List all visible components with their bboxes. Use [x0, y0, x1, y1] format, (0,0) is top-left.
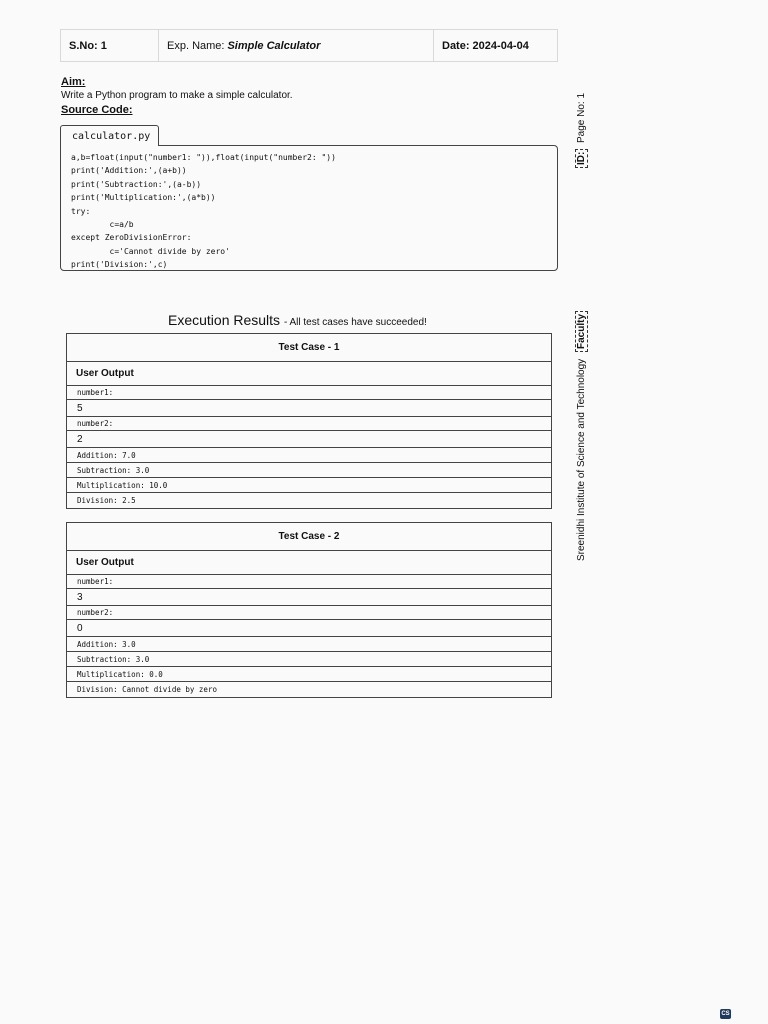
test-case-1 [66, 333, 552, 509]
camscanner-badge: CS [721, 1011, 730, 1017]
file-tab[interactable] [60, 125, 159, 146]
test-case-title: Test Case - 2 [67, 523, 551, 551]
test-case-title: Test Case - 1 [67, 334, 551, 362]
id-field [576, 149, 587, 168]
input-value-row: 0 [67, 620, 551, 637]
input-value-row: 5 [67, 400, 551, 417]
execution-results-heading [168, 312, 427, 328]
output-row: Addition: 3.0 [67, 637, 551, 652]
output-row: Subtraction: 3.0 [67, 463, 551, 478]
input-value-row: 3 [67, 589, 551, 606]
experiment-header [60, 29, 558, 62]
execution-results-title: Execution Results [168, 312, 281, 328]
user-output-label: User Output [67, 551, 551, 575]
page-number: Page No: 1 [576, 92, 587, 143]
institute-name: Sreenidhi Institute of Science and Technology [576, 358, 587, 561]
source-code: a,b=float(input("number1: ")),float(input("number2: ")) print('Addition:',(a+b)) print('Subtraction:',(a-b)) print('Multiplication:',(a*b)) try: c=a/b except ZeroDivisionError: c='Cannot divide by zero' print('Division:',c) [71, 153, 336, 270]
prompt-row: number2: [67, 417, 551, 431]
output-row: Division: Cannot divide by zero [77, 685, 217, 694]
test-case-2 [66, 522, 552, 698]
experiment-name-value: Simple Calculator [227, 39, 321, 52]
output-row: Subtraction: 3.0 [67, 652, 551, 667]
aim-heading: Aim: [61, 76, 86, 88]
aim-text: Write a Python program to make a simple calculator. [61, 90, 293, 101]
execution-results-status: - All test cases have succeeded! [283, 317, 427, 328]
output-row: Addition: 7.0 [67, 448, 551, 463]
output-row: Multiplication: 10.0 [67, 478, 551, 493]
prompt-row: number1: [67, 575, 551, 589]
code-block [60, 145, 558, 271]
prompt-row: number1: [67, 386, 551, 400]
id-label: ID: [575, 149, 588, 168]
serial-number: S.No: 1 [61, 30, 159, 61]
faculty-field [576, 311, 587, 352]
user-output-label: User Output [67, 362, 551, 386]
experiment-name [159, 30, 434, 61]
input-value-row: 2 [67, 431, 551, 448]
experiment-date: Date: 2024-04-04 [442, 39, 529, 52]
prompt-row: number2: [67, 606, 551, 620]
output-row: Multiplication: 0.0 [67, 667, 551, 682]
source-code-heading: Source Code: [61, 104, 133, 116]
faculty-label: Faculty [575, 311, 588, 352]
experiment-name-label: Exp. Name: [167, 39, 225, 52]
output-row: Division: 2.5 [77, 496, 136, 505]
file-tab-label: calculator.py [72, 130, 151, 142]
